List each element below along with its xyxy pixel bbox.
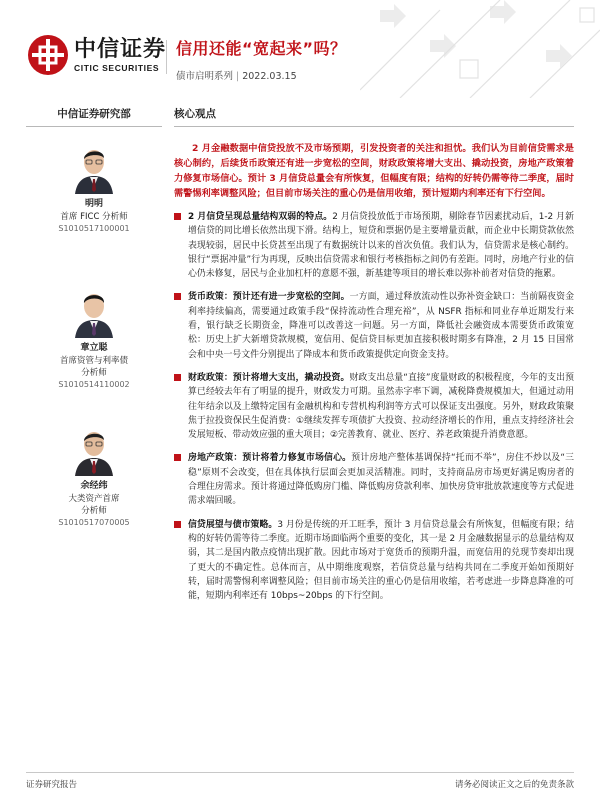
report-header bbox=[0, 0, 600, 98]
analyst-title: 首席 FICC 分析师 bbox=[60, 212, 128, 222]
summary-text: 2 月金融数据中信贷投放不及市场预期，引发投资者的关注和担忧。我们认为目前信贷需求是核心制约，后续货币政策还有进一步宽松的空间，财政政策将增大支出、撬动投资，房地产政策着力修复市场信心。预计 3 月信贷总量会有所恢复，但幅度有限；结构的好转仍需等待二季度，届时需警惕利率调整风险；但目前市场关注的重心仍是信用收缩，预计短期内利率还有下行空间。 bbox=[174, 143, 574, 199]
analyst-name: 余经纬 bbox=[80, 481, 108, 491]
core-views-section bbox=[174, 106, 574, 603]
report-subtitle: 债市启明系列 | 2022.03.15 bbox=[176, 71, 297, 82]
paragraph-lead: 财政政策：预计将增大支出，撬动投资。 bbox=[188, 372, 350, 383]
red-square-bullet-icon bbox=[174, 293, 181, 300]
logo-chinese-text: 中信证券 bbox=[74, 36, 167, 62]
paragraph-lead: 货币政策：预计还有进一步宽松的空间。 bbox=[188, 292, 350, 303]
analyst-photo bbox=[71, 286, 117, 338]
paragraph-text: 预计房地产整体基调保持“托而不举”，房住不炒以及“三稳”原则不会改变，但在具体执行层面会更加灵活精准。同时，支持商品房市场更好满足购房者的合理住房需求。预计将通过降低购房门槛、降低购房贷款利率、加快房贷审批放款速度等方式促进需求端回暖。 bbox=[188, 453, 574, 507]
red-square-bullet-icon bbox=[174, 454, 181, 461]
report-series: 债市启明系列 bbox=[176, 71, 234, 82]
analyst-name: 章立聪 bbox=[80, 343, 108, 353]
logo-english-text: CITIC SECURITIES bbox=[74, 63, 160, 73]
sidebar-heading: 中信证券研究部 bbox=[26, 106, 162, 127]
citic-logo bbox=[26, 33, 166, 77]
paragraph-lead: 信贷展望与债市策略。 bbox=[188, 519, 278, 530]
section-heading: 核心观点 bbox=[174, 106, 574, 127]
analyst-card bbox=[26, 286, 162, 391]
bullet-paragraph bbox=[174, 210, 574, 281]
analyst-card bbox=[26, 142, 162, 235]
analyst-title: 分析师 bbox=[81, 506, 107, 516]
red-square-bullet-icon bbox=[174, 213, 181, 220]
paragraph-lead: 房地产政策：预计将着力修复市场信心。 bbox=[188, 453, 352, 464]
footer-report-type: 证券研究报告 bbox=[26, 780, 78, 790]
analyst-card bbox=[26, 424, 162, 529]
analyst-cert-number: S1010517100001 bbox=[58, 224, 130, 233]
bullet-paragraph bbox=[174, 371, 574, 442]
paragraph-text: 2 月信贷投放低于市场预期，剔除春节因素扰动后，1-2 月新增信贷的同比增长依然出现下滑。结构上，短贷和票据仍是主要增量贡献，而企业中长期贷款依然表现较弱，居民中长贷甚至出现了有数据统计以来的首次负值。我们认为，信贷需求是核心制约。银行“票据冲量”行为再现，反映出信贷需求和银行考核指标之间仍有差距。同时，房地产行业的信心仍未修复，居民与企业加杠杆的意愿不强，新基建等项目的增长难以弥补前者对信贷的拖累。 bbox=[188, 212, 574, 280]
summary-paragraph bbox=[174, 141, 574, 201]
header-arrow-pattern bbox=[360, 0, 600, 98]
footer-disclaimer: 请务必阅读正文之后的免责条款 bbox=[454, 780, 574, 790]
page-footer bbox=[26, 772, 574, 790]
analyst-name: 明明 bbox=[84, 199, 103, 209]
red-square-bullet-icon bbox=[174, 374, 181, 381]
paragraph-lead: 2 月信贷呈现总量结构双弱的特点。 bbox=[188, 212, 333, 222]
header-divider bbox=[166, 40, 167, 74]
analyst-cert-number: S1010517070005 bbox=[58, 518, 130, 527]
analyst-photo bbox=[71, 142, 117, 194]
paragraph-text: 财政支出总量“直接”度量财政的积极程度，今年的支出预算已经较去年有了明显的提升，财政发力可期。虽然赤字率下调，减税降费规模加大，但通过动用往年结余以及上缴特定国有金融机构和专营机构利润等方式可以保证支出强度。另外，财政政策聚焦于拉投资保民生促消费：①继续发挥专项债扩大投资、拉动经济增长的作用，重点支持经济社会发展短板、带动效应强的重大项目；②完善教育、就业、医疗、养老政策提升消费意愿。 bbox=[188, 372, 574, 441]
red-square-bullet-icon bbox=[174, 521, 181, 528]
analyst-cert-number: S1010514110002 bbox=[58, 380, 130, 389]
report-date: 2022.03.15 bbox=[242, 71, 297, 82]
analyst-sidebar bbox=[26, 106, 162, 527]
report-title: 信用还能“宽起来”吗？ bbox=[176, 39, 347, 58]
analyst-photo bbox=[71, 424, 117, 476]
paragraph-text: 3 月份是传统的开工旺季，预计 3 月信贷总量会有所恢复，但幅度有限；结构的好转仍需等待二季度。近期市场面临两个重要的变化，其一是 2 月金融数据显示的总量结构双弱，其二是国内散点疫情出现扩散。因此市场对于宽货币的预期升温，而宽信用的兑现节奏却出现了更大的不确定性。总体而言，从中期维度观察，若信贷总量与结构共同在二季度开始如预期好转，届时需警惕利率调整风险；但目前市场关注的重心仍是信用收缩，若考虑进一步降息降准的可能，短期内利率还有 10bps~20bps 的下行空间。 bbox=[188, 519, 575, 602]
analyst-title: 大类资产首席 bbox=[68, 494, 120, 504]
analyst-title: 分析师 bbox=[81, 368, 107, 378]
bullet-paragraph bbox=[174, 518, 574, 604]
paragraph-text: 一方面，通过释放流动性以弥补资金缺口：当前隔夜资金利率持续偏高，需要通过政策手段“保持流动性合理充裕”，从 NSFR 指标和同业存单近期发行来看，银行缺乏长期资金，降准可以改善这一问题。另一方面，降低社会融资成本需要货币政策宽松：历史上扩大新增贷款规模，宽信用、促信贷目标更加直接积极时期多有降准，2 月 15 日国常会和中央一号文件分别提出了降成本和货币政策提供定向资金支持。 bbox=[188, 292, 574, 360]
citic-logo-mark-icon bbox=[26, 33, 70, 77]
bullet-paragraph bbox=[174, 290, 574, 361]
bullet-paragraph bbox=[174, 451, 574, 508]
analyst-title: 首席资管与利率债 bbox=[59, 356, 128, 366]
